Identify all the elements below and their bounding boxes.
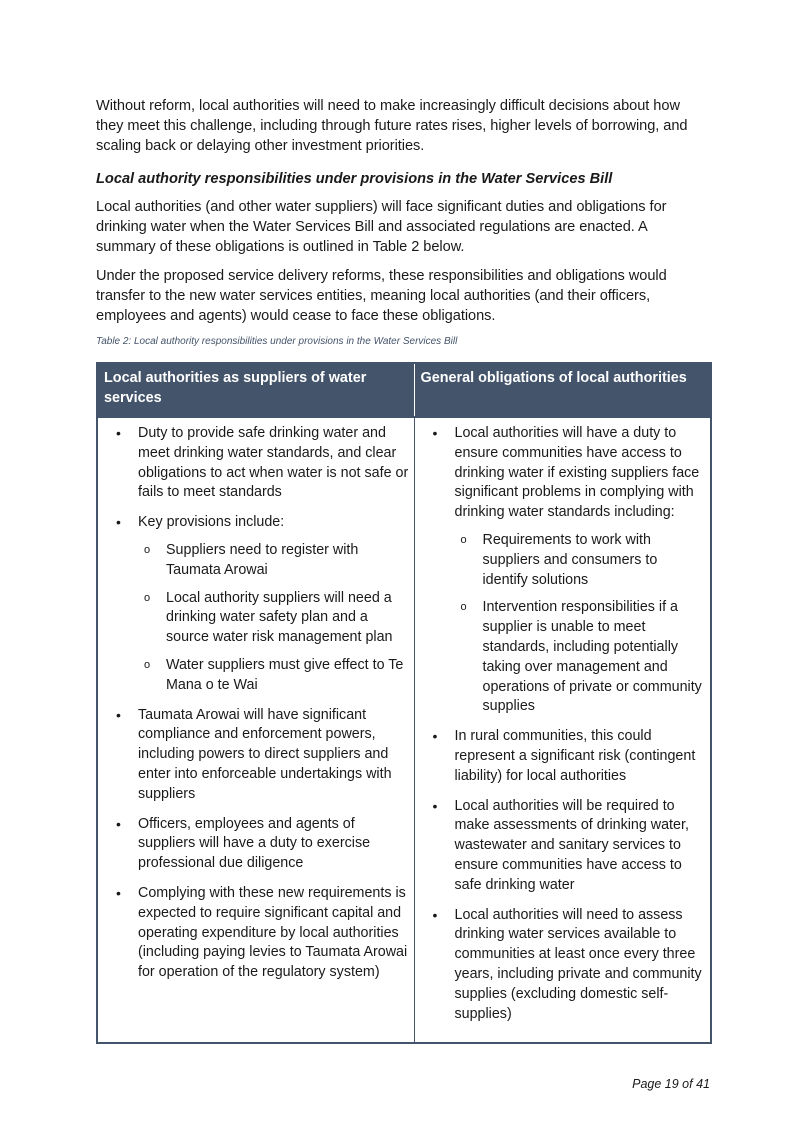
list-item-text: Officers, employees and agents of suppliers will have a duty to exercise professional due diligence: [138, 815, 371, 872]
intro-paragraph: Without reform, local authorities will need to make increasingly difficult decisions about how they meet this challenge, including through future rates rises, higher levels of borrowing, and scaling back or delaying other investment priorities.: [96, 98, 688, 154]
list-item: [104, 424, 410, 503]
table-body-row: [97, 417, 711, 1043]
sub-list-item-text: Suppliers need to register with Taumata Arowai: [166, 541, 359, 578]
page-content: [96, 96, 710, 1044]
list-item: [104, 815, 410, 874]
sub-list-item-text: Local authority suppliers will need a drinking water safety plan and a source water risk management plan: [166, 589, 393, 646]
col2-cell: [414, 417, 711, 1043]
bullet-icon: •: [116, 425, 121, 441]
bullet-icon: •: [432, 425, 438, 441]
bullet-icon: •: [116, 884, 121, 901]
sub-list-item: [455, 531, 707, 590]
page-number: Page 19 of 41: [632, 1077, 710, 1091]
bullet-icon: •: [432, 906, 438, 923]
paragraph-reform-transfer: Under the proposed service delivery reforms, these responsibilities and obligations would transfer to the new water services entities, meaning local authorities (and their officers, employees and agents) would cease to face these obligations.: [96, 268, 667, 324]
sub-bullet-icon: o: [144, 543, 151, 556]
bullet-icon: •: [432, 797, 438, 814]
bullet-icon: •: [432, 728, 438, 745]
list-item-text: Taumata Arowai will have significant compliance and enforcement powers, including powers to direct suppliers and enter into enforceable undertakings with suppliers: [138, 706, 392, 802]
col2-header: General obligations of local authorities: [414, 363, 711, 417]
list-item: [104, 706, 410, 805]
sub-bullet-icon: o: [144, 591, 151, 604]
bullet-icon: •: [116, 815, 121, 832]
bullet-icon: •: [116, 514, 121, 531]
sub-bullet-icon: o: [144, 658, 151, 671]
list-item: [421, 906, 707, 1025]
section-subheading: Local authority responsibilities under provisions in the Water Services Bill: [96, 171, 613, 187]
col2-bullet-list: [421, 424, 707, 1024]
list-item-text: Duty to provide safe drinking water and meet drinking water standards, and clear obligations to act when water is not safe or fails to meet standards: [138, 425, 409, 501]
list-item: [104, 884, 410, 983]
sub-list-item: [138, 541, 410, 581]
bullet-icon: •: [116, 706, 121, 723]
sub-list-item-text: Water suppliers must give effect to Te Mana o te Wai: [166, 656, 404, 693]
col1-header: Local authorities as suppliers of water services: [97, 363, 414, 417]
list-item-text: In rural communities, this could represent a significant risk (contingent liability) for local authorities: [454, 728, 696, 784]
sub-list-item: [455, 598, 707, 717]
responsibilities-table: [96, 362, 712, 1044]
list-item-text: Complying with these new requirements is expected to require significant capital and operating expenditure by local authorities (including paying levies to Taumata Arowai for operation of the regulatory system): [138, 884, 408, 981]
table-header-row: [97, 363, 711, 417]
list-item-text: Key provisions include:: [138, 514, 285, 531]
sub-list-item-text: Intervention responsibilities if a supplier is unable to meet standards, including potentially taking over management and operations of private or community supplies: [482, 599, 702, 715]
col1-cell: [97, 417, 414, 1043]
sub-list-item: [138, 656, 410, 696]
table-caption: Table 2: Local authority responsibilities under provisions in the Water Services Bill: [96, 336, 458, 347]
sub-bullet-icon: o: [460, 533, 467, 546]
sub-bullet-list: [455, 531, 707, 717]
sub-list-item-text: Requirements to work with suppliers and consumers to identify solutions: [482, 531, 658, 588]
paragraph-obligations: Local authorities (and other water suppliers) will face significant duties and obligations for drinking water when the Water Services Bill and associated regulations are enacted. A summary of these obligations is outlined in Table 2 below.: [96, 199, 667, 255]
list-item-text: Local authorities will be required to make assessments of drinking water, wastewater and sanitary services to ensure communities have access to safe drinking water: [454, 797, 689, 893]
col1-bullet-list: [104, 424, 410, 983]
sub-list-item: [138, 589, 410, 648]
list-item-text: Local authorities will have a duty to ensure communities have access to drinking water if existing suppliers face significant problems in complying with drinking water standards including:: [454, 425, 700, 521]
sub-bullet-icon: o: [460, 601, 467, 614]
list-item: [421, 727, 707, 786]
list-item: [421, 424, 707, 717]
list-item-text: Local authorities will need to assess drinking water services available to communities at least once every three years, including private and community supplies (excluding domestic self-supplies): [454, 906, 702, 1022]
sub-bullet-list: [138, 541, 410, 696]
list-item: [104, 513, 410, 695]
list-item: [421, 797, 707, 896]
